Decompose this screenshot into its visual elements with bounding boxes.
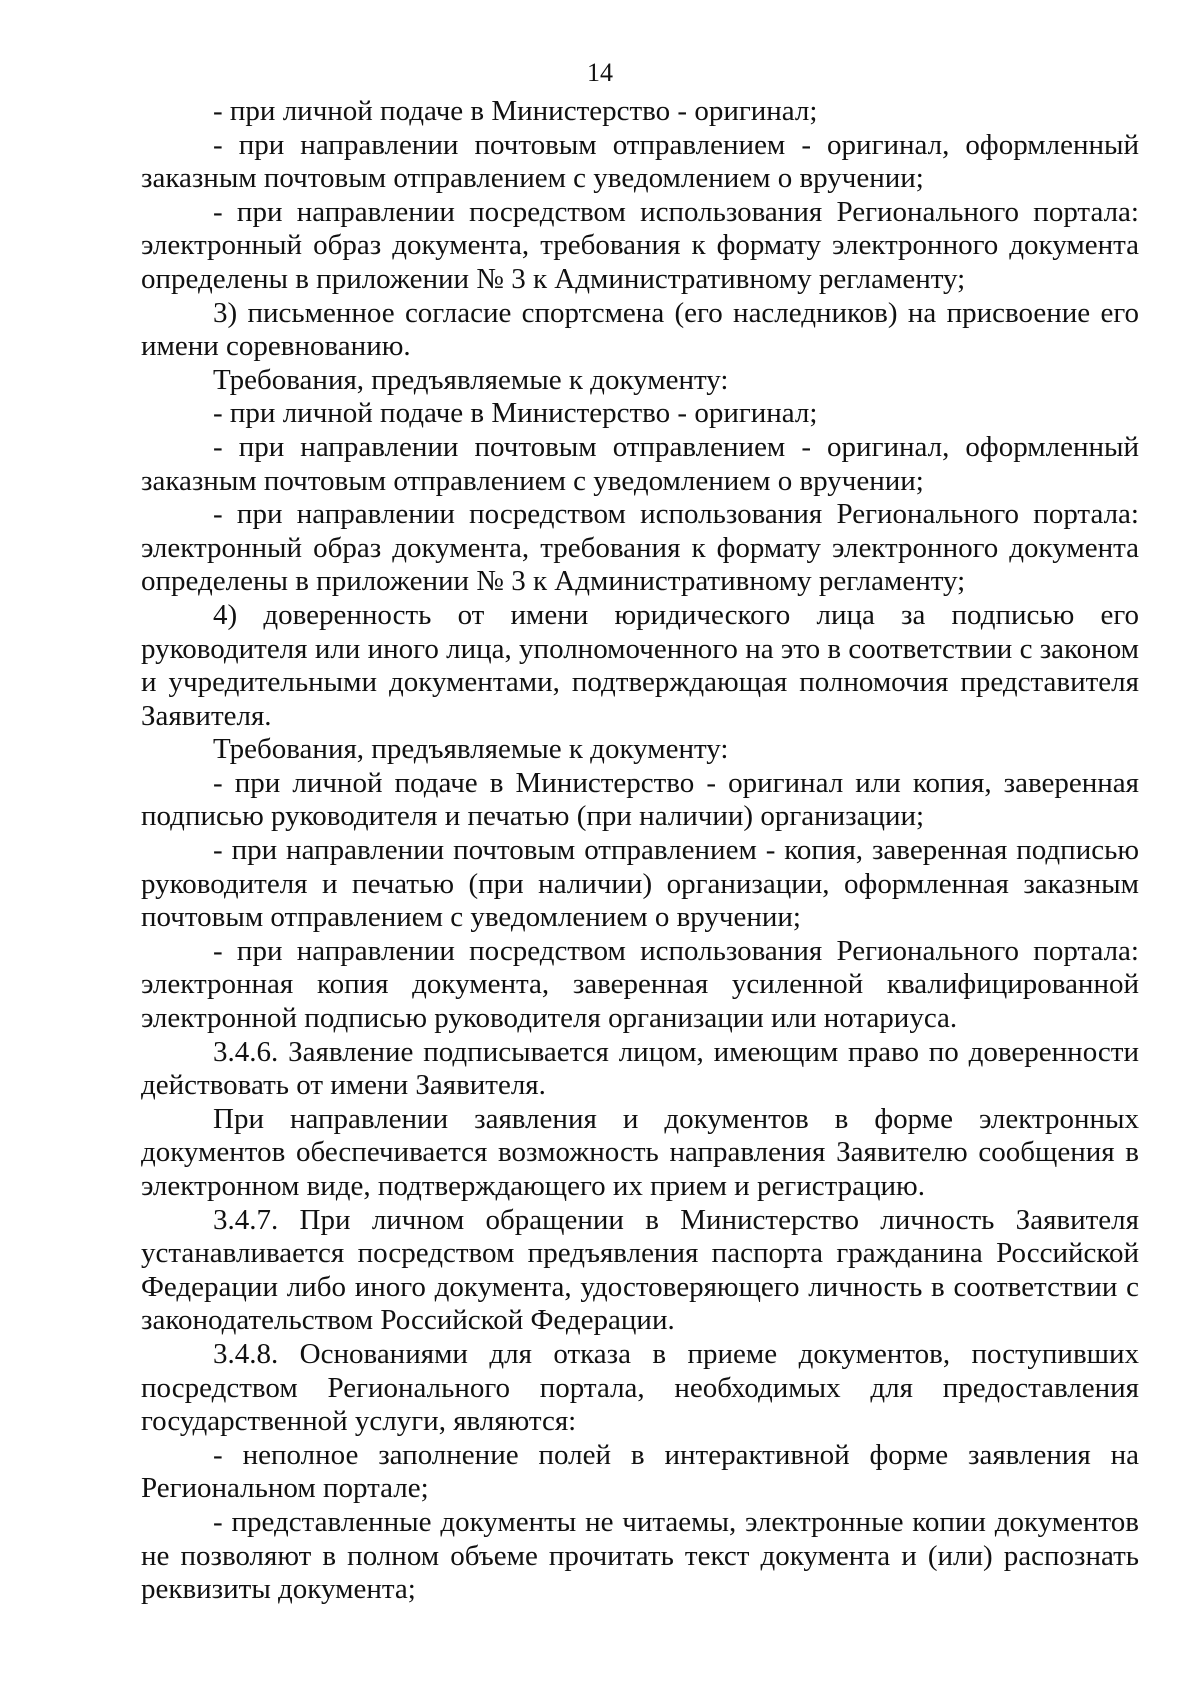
paragraph: - неполное заполнение полей в интерактивной форме заявления на Региональном портале;	[141, 1438, 1139, 1505]
paragraph: - при направлении почтовым отправлением - копия, заверенная подписью руководителя и печатью (при наличии) организации, оформленная заказным почтовым отправлением с уведомлением о вручении;	[141, 834, 1139, 934]
paragraph: - при личной подаче в Министерство - оригинал;	[213, 95, 818, 127]
paragraph: 3.4.7. При личном обращении в Министерство личность Заявителя устанавливается посредством предъявления паспорта гражданина Российской Федерации либо иного документа, удостоверяющего личность в соответствии с законодательством Российской Федерации.	[141, 1203, 1139, 1337]
paragraph: - при направлении посредством использования Регионального портала: электронный образ документа, требования к формату электронного документа определены в приложении № 3 к Административному регламенту;	[141, 195, 1139, 295]
paragraph: - при направлении посредством использования Регионального портала: электронная копия документа, заверенная усиленной квалифицированной электронной подписью руководителя организации или нотариуса.	[141, 934, 1139, 1035]
page-number: 14	[587, 58, 613, 87]
paragraph: 3.4.8. Основаниями для отказа в приеме документов, поступивших посредством Регионального портала, необходимых для предоставления государственной услуги, являются:	[141, 1337, 1139, 1438]
paragraph: Требования, предъявляемые к документу:	[213, 363, 729, 396]
document-body	[141, 95, 1139, 1607]
paragraph: - при направлении посредством использования Регионального портала: электронный образ документа, требования к формату электронного документа определены в приложении № 3 к Административному регламенту;	[141, 498, 1139, 598]
paragraph: - при направлении почтовым отправлением - оригинал, оформленный заказным почтовым отправлением с уведомлением о вручении;	[141, 128, 1139, 195]
paragraph: При направлении заявления и документов в форме электронных документов обеспечивается возможность направления Заявителю сообщения в электронном виде, подтверждающего их прием и регистрацию.	[141, 1102, 1139, 1202]
paragraph: Требования, предъявляемые к документу:	[213, 733, 729, 766]
paragraph: - при направлении почтовым отправлением - оригинал, оформленный заказным почтовым отправлением с уведомлением о вручении;	[141, 430, 1139, 497]
paragraph: - при личной подаче в Министерство - оригинал или копия, заверенная подписью руководителя и печатью (при наличии) организации;	[141, 766, 1139, 833]
paragraph: 4) доверенность от имени юридического лица за подписью его руководителя или иного лица, уполномоченного на это в соответствии с законом и учредительными документами, подтверждающая полномочия представителя Заявителя.	[141, 598, 1139, 732]
paragraph: 3) письменное согласие спортсмена (его наследников) на присвоение его имени соревнованию.	[141, 296, 1139, 363]
paragraph: - при личной подаче в Министерство - оригинал;	[213, 397, 818, 430]
paragraph: 3.4.6. Заявление подписывается лицом, имеющим право по доверенности действовать от имени Заявителя.	[141, 1035, 1139, 1102]
paragraph: - представленные документы не читаемы, электронные копии документов не позволяют в полном объеме прочитать текст документа и (или) распознать реквизиты документа;	[141, 1505, 1139, 1606]
